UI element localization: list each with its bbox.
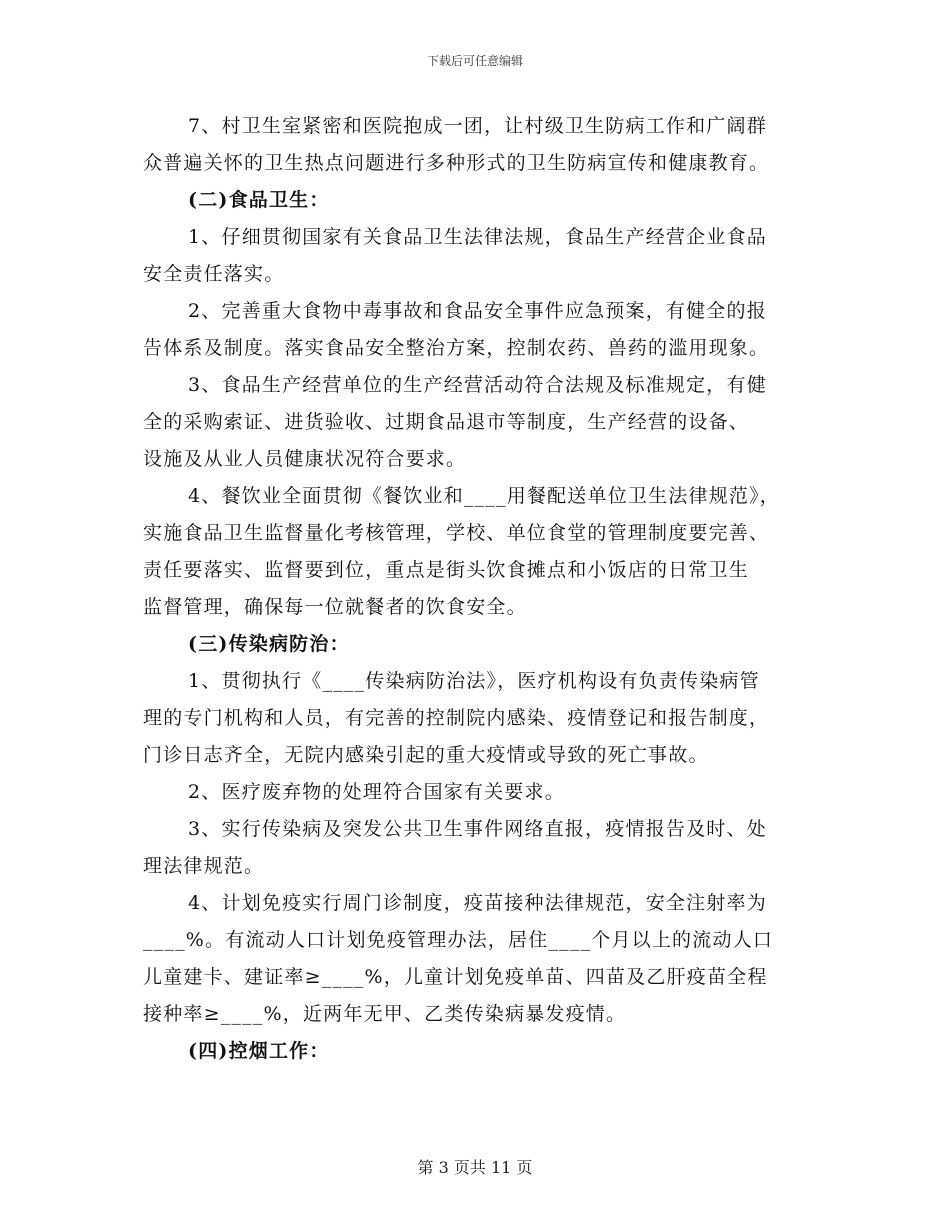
paragraph-line: 设施及从业人员健康状况符合要求。 (143, 448, 467, 470)
paragraph-line: 理的专门机构和人员，有完善的控制院内感染、疫情登记和报告制度， (143, 707, 770, 729)
paragraph-line: 接种率≥____%，近两年无甲、乙类传染病暴发疫情。 (143, 1003, 627, 1025)
paragraph-line: 2、完善重大食物中毒事故和食品安全事件应急预案，有健全的报 (188, 300, 767, 322)
paragraph-line: 3、食品生产经营单位的生产经营活动符合法规及标准规定，有健 (188, 374, 767, 396)
paragraph-line: 1、仔细贯彻国家有关食品卫生法律法规，食品生产经营企业食品 (188, 226, 767, 248)
section-heading: (二)食品卫生： (188, 189, 330, 211)
page-header-note: 下载后可任意编辑 (426, 54, 523, 68)
paragraph-line: 理法律规范。 (143, 855, 265, 877)
paragraph-line: 众普遍关怀的卫生热点问题进行多种形式的卫生防病宣传和健康教育。 (143, 152, 770, 174)
paragraph-line: 全的采购索证、进货验收、过期食品退市等制度，生产经营的设备、 (143, 411, 750, 433)
paragraph-line: 4、餐饮业全面贯彻《餐饮业和____用餐配送单位卫生法律规范》， (188, 485, 780, 507)
paragraph-line: 监督管理，确保每一位就餐者的饮食安全。 (143, 596, 527, 618)
paragraph-line: 4、计划免疫实行周门诊制度，疫苗接种法律规范，安全注射率为 (188, 892, 767, 914)
page-number: 第 3 页共 11 页 (417, 1158, 533, 1177)
paragraph-line: 告体系及制度。落实食品安全整治方案，控制农药、兽药的滥用现象。 (143, 337, 770, 359)
paragraph-line: 实施食品卫生监督量化考核管理，学校、单位食堂的管理制度要完善、 (143, 522, 770, 544)
paragraph-line: 安全责任落实。 (143, 263, 285, 285)
paragraph-line: 责任要落实、监督要到位，重点是街头饮食摊点和小饭店的日常卫生 (143, 559, 750, 581)
document-body (143, 108, 811, 1070)
paragraph-line: 7、村卫生室紧密和医院抱成一团，让村级卫生防病工作和广阔群 (188, 115, 767, 137)
paragraph-line: 门诊日志齐全，无院内感染引起的重大疫情或导致的死亡事故。 (143, 744, 709, 766)
section-heading: (四)控烟工作： (188, 1040, 330, 1062)
paragraph-line: 儿童建卡、建证率≥____%，儿童计划免疫单苗、四苗及乙肝疫苗全程 (143, 966, 768, 988)
paragraph-line: 1、贯彻执行《____传染病防治法》，医疗机构设有负责传染病管 (188, 670, 760, 692)
section-heading: (三)传染病防治： (188, 633, 350, 655)
paragraph-line: 3、实行传染病及突发公共卫生事件网络直报，疫情报告及时、处 (188, 818, 767, 840)
paragraph-line: ____%。有流动人口计划免疫管理办法，居住____个月以上的流动人口 (143, 929, 774, 951)
paragraph-line: 2、医疗废弃物的处理符合国家有关要求。 (188, 781, 565, 803)
